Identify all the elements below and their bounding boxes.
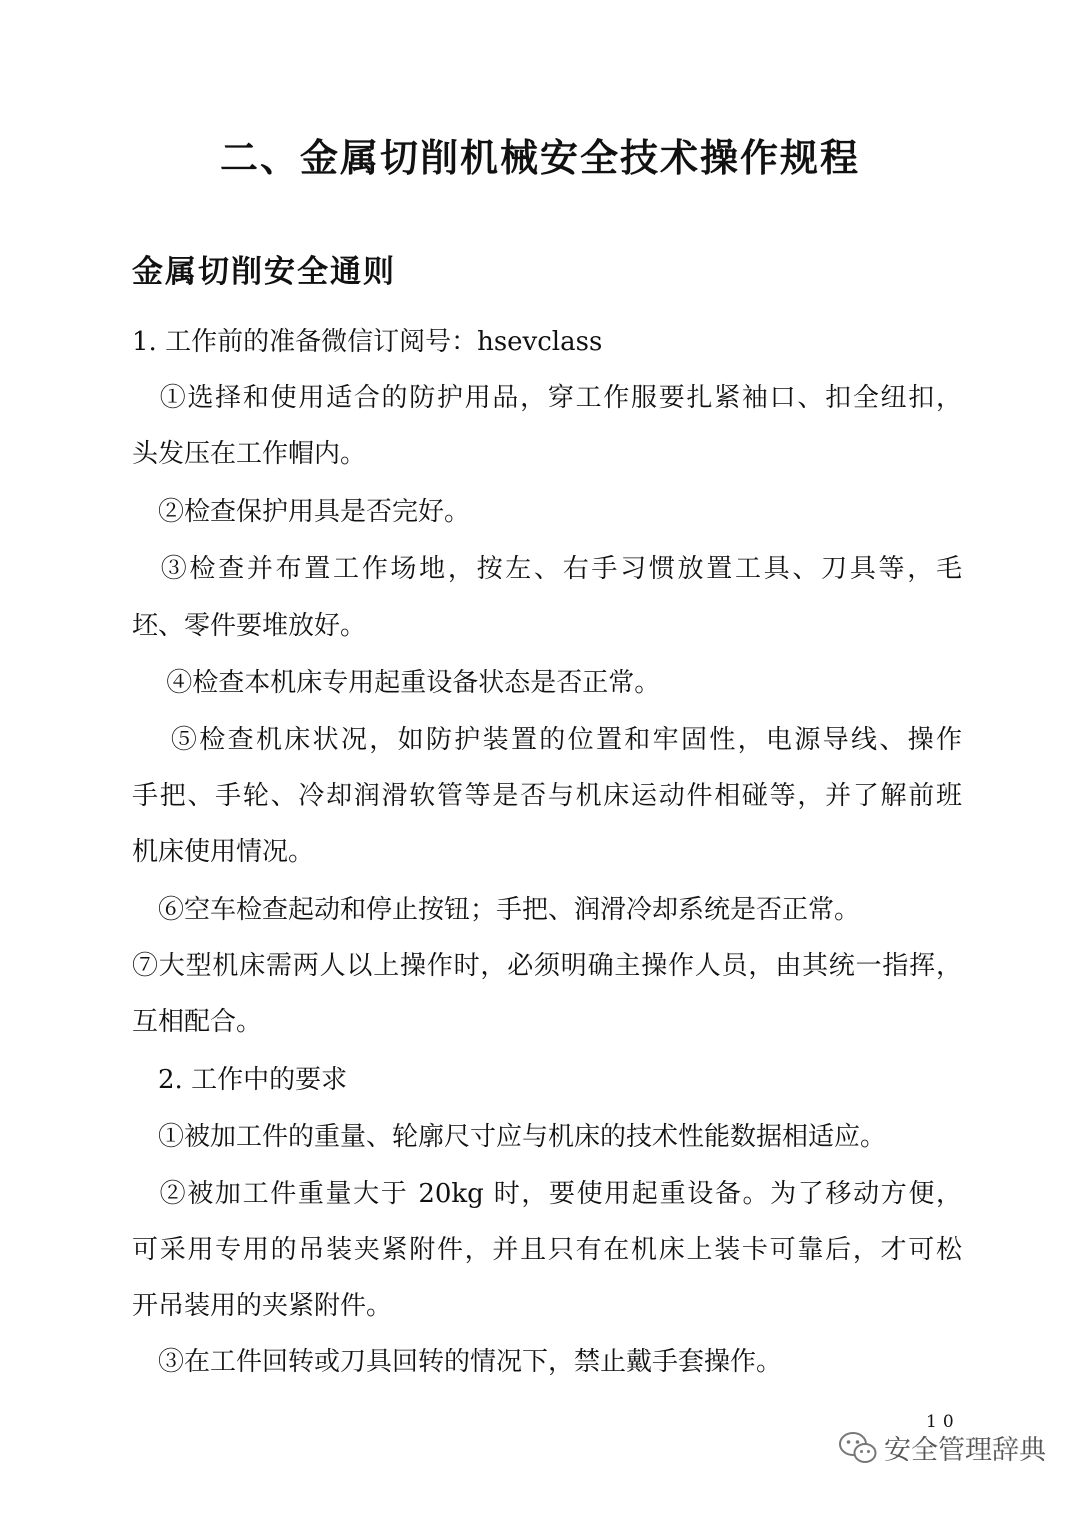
text-line: 开吊装用的夹紧附件。 bbox=[132, 1291, 393, 1321]
text-line: ②被加工件重量大于 20kg 时，要使用起重设备。为了移动方便， bbox=[132, 1179, 962, 1209]
text-line: 手把、手轮、冷却润滑软管等是否与机床运动件相碰等，并了解前班 bbox=[132, 781, 962, 811]
text-line: 机床使用情况。 bbox=[132, 837, 315, 867]
text-line: 可采用专用的吊装夹紧附件，并且只有在机床上装卡可靠后，才可松 bbox=[132, 1235, 962, 1265]
text-line: ①被加工件的重量、轮廓尺寸应与机床的技术性能数据相适应。 bbox=[132, 1122, 887, 1152]
page-title: 二、金属切削机械安全技术操作规程 bbox=[219, 136, 860, 180]
text-line: 1. 工作前的准备微信订阅号：hsevclass bbox=[132, 327, 603, 357]
text-line: ①选择和使用适合的防护用品，穿工作服要扎紧袖口、扣全纽扣， bbox=[132, 383, 962, 413]
text-line: ④检查本机床专用起重设备状态是否正常。 bbox=[132, 668, 661, 698]
text-line: ⑦大型机床需两人以上操作时，必须明确主操作人员，由其统一指挥， bbox=[132, 951, 962, 981]
text-line: ⑥空车检查起动和停止按钮；手把、润滑冷却系统是否正常。 bbox=[132, 895, 861, 925]
section-title: 金属切削安全通则 bbox=[132, 254, 396, 290]
text-line: ③在工件回转或刀具回转的情况下，禁止戴手套操作。 bbox=[132, 1347, 783, 1377]
text-line: 头发压在工作帽内。 bbox=[132, 439, 367, 469]
wechat-icon bbox=[838, 1430, 878, 1466]
text-line: ③检查并布置工作场地，按左、右手习惯放置工具、刀具等，毛 bbox=[132, 554, 962, 584]
text-line: ⑤检查机床状况，如防护装置的位置和牢固性，电源导线、操作 bbox=[132, 725, 962, 755]
text-line: ②检查保护用具是否完好。 bbox=[132, 497, 471, 527]
text-line: 2. 工作中的要求 bbox=[132, 1065, 348, 1095]
text-line: 坯、零件要堆放好。 bbox=[132, 611, 367, 641]
page-number: 10 bbox=[926, 1412, 960, 1432]
text-line: 互相配合。 bbox=[132, 1007, 263, 1037]
watermark bbox=[838, 1428, 1046, 1467]
watermark-text: 安全管理辞典 bbox=[884, 1435, 1046, 1466]
